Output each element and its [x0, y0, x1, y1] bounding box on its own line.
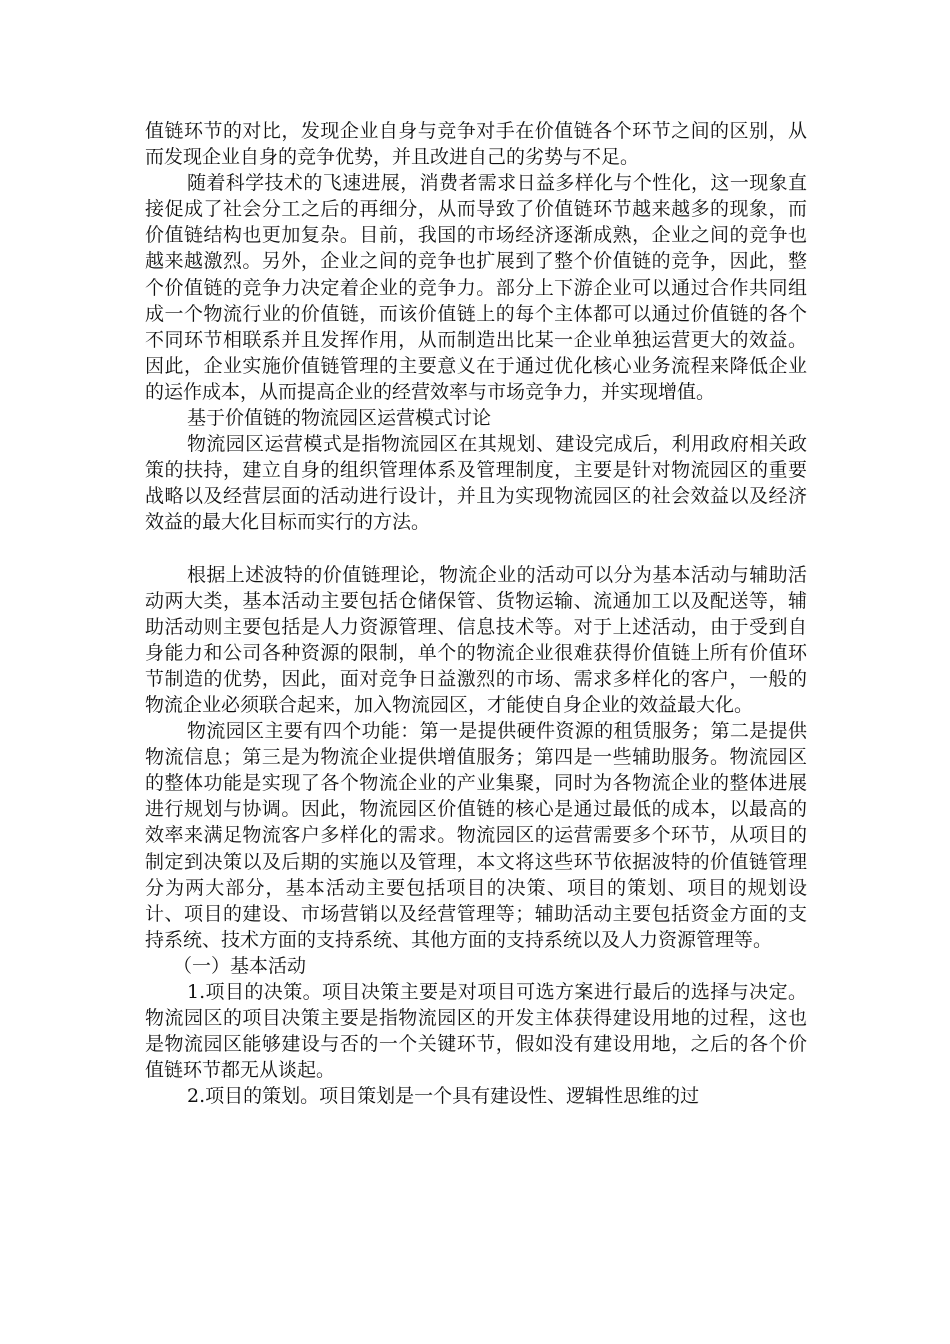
paragraph-project-planning: 2.项目的策划。项目策划是一个具有建设性、逻辑性思维的过	[187, 1085, 700, 1108]
paragraph-park-functions: 物流园区主要有四个功能：第一是提供硬件资源的租赁服务；第二是提供物流信息；第三是为物流企业提供增值服务；第四是一些辅助服务。物流园区的整体功能是实现了各个物流企业的产业集聚，同时为各物流企业的整体进展进行规划与协调。因此，物流园区价值链的核心是通过最低的成本，以最高的效率来满足物流客户多样化的需求。物流园区的运营需要多个环节，从项目的制定到决策以及后期的实施以及管理，本文将这些环节依据波特的价值链管理分为两大部分，基本活动主要包括项目的决策、项目的策划、项目的规划设计、项目的建设、市场营销以及经营管理等；辅助活动主要包括资金方面的支持系统、技术方面的支持系统、其他方面的支持系统以及人力资源管理等。	[145, 720, 807, 951]
paragraph-project-decision: 1.项目的决策。项目决策主要是对项目可选方案进行最后的选择与决定。物流园区的项目决策主要是指物流园区的开发主体获得建设用地的过程，这也是物流园区能够建设与否的一个关键环节，假如没有建设用地，之后的各个价值链环节都无从谈起。	[145, 981, 807, 1082]
paragraph-continuation: 值链环节的对比，发现企业自身与竞争对手在价值链各个环节之间的区别，从而发现企业自身的竞争优势，并且改进自己的劣势与不足。	[145, 120, 807, 169]
paragraph-spacer	[145, 536, 807, 562]
section-heading-operation-mode: 基于价值链的物流园区运营模式讨论	[187, 407, 492, 430]
paragraph-value-chain-theory: 根据上述波特的价值链理论，物流企业的活动可以分为基本活动与辅助活动两大类，基本活动主要包括仓储保管、货物运输、流通加工以及配送等，辅助活动则主要包括是人力资源管理、信息技术等。对于上述活动，由于受到自身能力和公司各种资源的限制，单个的物流企业很难获得价值链上所有价值环节制造的优势，因此，面对竞争日益激烈的市场、需求多样化的客户，一般的物流企业必须联合起来，加入物流园区，才能使自身企业的效益最大化。	[145, 563, 807, 716]
subsection-heading-basic-activities: （一）基本活动	[173, 954, 307, 977]
paragraph-operation-mode-definition: 物流园区运营模式是指物流园区在其规划、建设完成后，利用政府相关政策的扶持，建立自身的组织管理体系及管理制度，主要是针对物流园区的重要战略以及经营层面的活动进行设计，并且为实现物流园区的社会效益以及经济效益的最大化目标而实行的方法。	[145, 433, 807, 534]
document-body	[145, 118, 807, 1109]
paragraph-tech-progress: 随着科学技术的飞速进展，消费者需求日益多样化与个性化，这一现象直接促成了社会分工之后的再细分，从而导致了价值链环节越来越多的现象，而价值链结构也更加复杂。目前，我国的市场经济逐渐成熟，企业之间的竞争也越来越激烈。另外，企业之间的竞争也扩展到了整个价值链的竞争，因此，整个价值链的竞争力决定着企业的竞争力。部分上下游企业可以通过合作共同组成一个物流行业的价值链，而该价值链上的每个主体都可以通过价值链的各个不同环节相联系并且发挥作用，从而制造出比某一企业单独运营更大的效益。因此，企业实施价值链管理的主要意义在于通过优化核心业务流程来降低企业的运作成本，从而提高企业的经营效率与市场竞争力，并实现增值。	[145, 172, 807, 403]
